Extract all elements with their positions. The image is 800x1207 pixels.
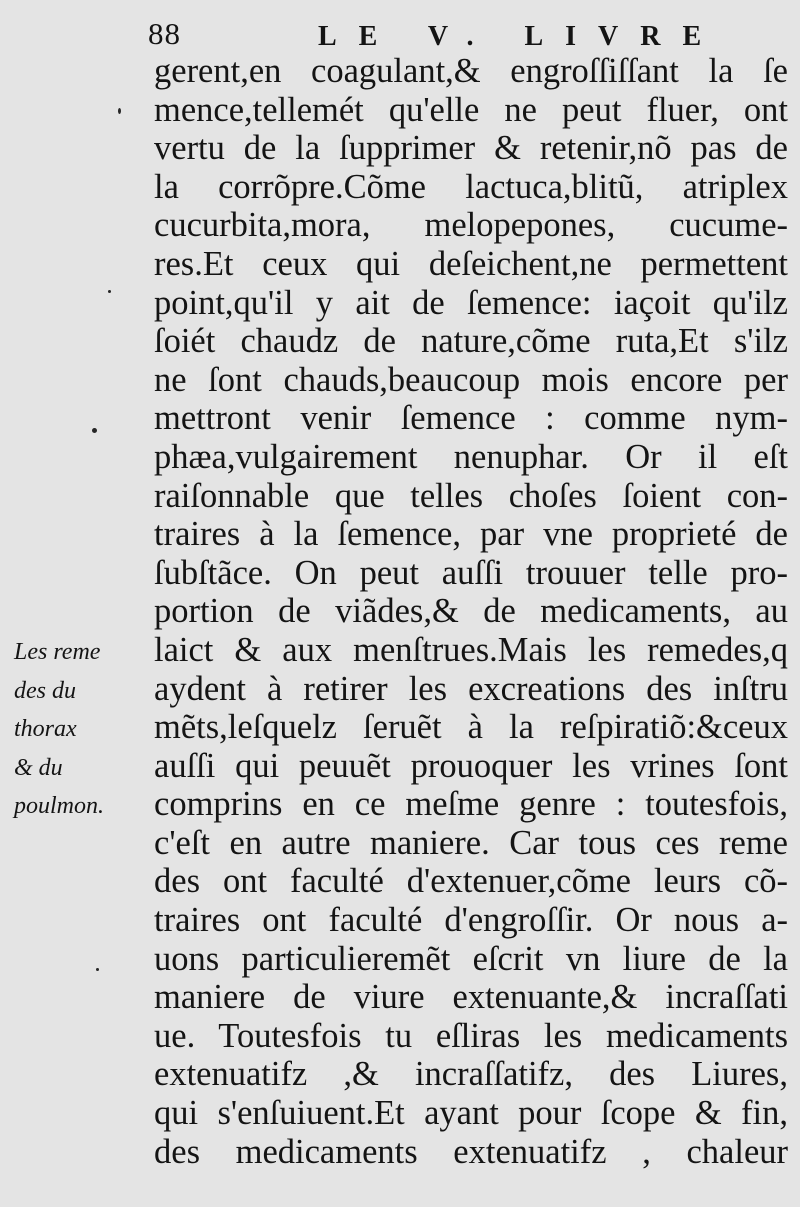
text-line: des ont faculté d'extenuer,cõme leurs cõ- — [154, 862, 788, 901]
text-line: mence,tellemét qu'elle ne peut fluer, ont — [154, 90, 788, 129]
text-line: ne ſont chauds,beaucoup mois encore per — [154, 360, 788, 399]
text-line: vertu de la ſupprimer & retenir,nõ pas de — [154, 129, 788, 168]
ink-speck — [92, 428, 97, 433]
text-line: traires à la ſemence, par vne proprieté de — [154, 515, 788, 554]
running-title: LE V. LIVRE — [318, 21, 724, 52]
text-line: portion de viãdes,& de medicaments, au — [154, 592, 788, 631]
text-line: auſſi qui peuuẽt prouoquer les vrines ſont — [154, 746, 788, 785]
text-line: ſoiét chaudz de nature,cõme ruta,Et s'ilz — [154, 322, 788, 361]
text-line: extenuatifz ,& incraſſatifz, des Liures, — [154, 1055, 788, 1094]
page-number: 88 — [148, 16, 181, 51]
margin-note-line: thorax — [14, 716, 77, 743]
text-line: aydent à retirer les excreations des inſtru — [154, 669, 788, 708]
text-line: point,qu'il y ait de ſemence: iaçoit qu'ilz — [154, 283, 788, 322]
text-line: c'eſt en autre maniere. Car tous ces reme — [154, 823, 788, 862]
margin-note-line: des du — [14, 677, 76, 704]
margin-note-line: Les reme — [14, 639, 101, 665]
body-text — [154, 52, 788, 1171]
text-line: ſubſtãce. On peut auſſi trouuer telle pro- — [154, 553, 788, 592]
text-line: traires ont faculté d'engroſſir. Or nous a- — [154, 901, 788, 940]
text-line: mettront venir ſemence : comme nym- — [154, 399, 788, 438]
text-line: comprins en ce meſme genre : toutesfois, — [154, 785, 788, 824]
text-line: mẽts,leſquelz ſeruẽt à la reſpiratiõ:&ceux — [154, 708, 788, 747]
text-line: maniere de viure extenuante,& incraſſati — [154, 978, 788, 1017]
margin-note-line: poulmon. — [14, 793, 104, 820]
text-line: cucurbita,mora, melopepones, cucume- — [154, 206, 788, 245]
margin-note — [14, 633, 154, 826]
text-line: la corrõpre.Cõme lactuca,blitũ, atriplex — [154, 167, 788, 206]
text-line: res.Et ceux qui deſeichent,ne permettent — [154, 244, 788, 283]
text-line: phæa,vulgairement nenuphar. Or il eſt — [154, 437, 788, 476]
text-line: raiſonnable que telles choſes ſoient con- — [154, 476, 788, 515]
ink-speck — [96, 968, 99, 971]
text-line: des medicaments extenuatifz , chaleur — [154, 1132, 788, 1171]
text-line: ue. Toutesfois tu eſliras les medicaments — [154, 1016, 788, 1055]
ink-speck — [118, 108, 121, 114]
text-line: uons particulieremẽt eſcrit vn liure de la — [154, 939, 788, 978]
text-line: qui s'enſuiuent.Et ayant pour ſcope & fin, — [154, 1094, 788, 1133]
ink-speck — [108, 290, 111, 293]
text-line: laict & aux menſtrues.Mais les remedes,q — [154, 630, 788, 669]
margin-note-line: & du — [14, 754, 63, 781]
text-line: gerent,en coagulant,& engroſſiſſant la ſe — [154, 52, 788, 90]
